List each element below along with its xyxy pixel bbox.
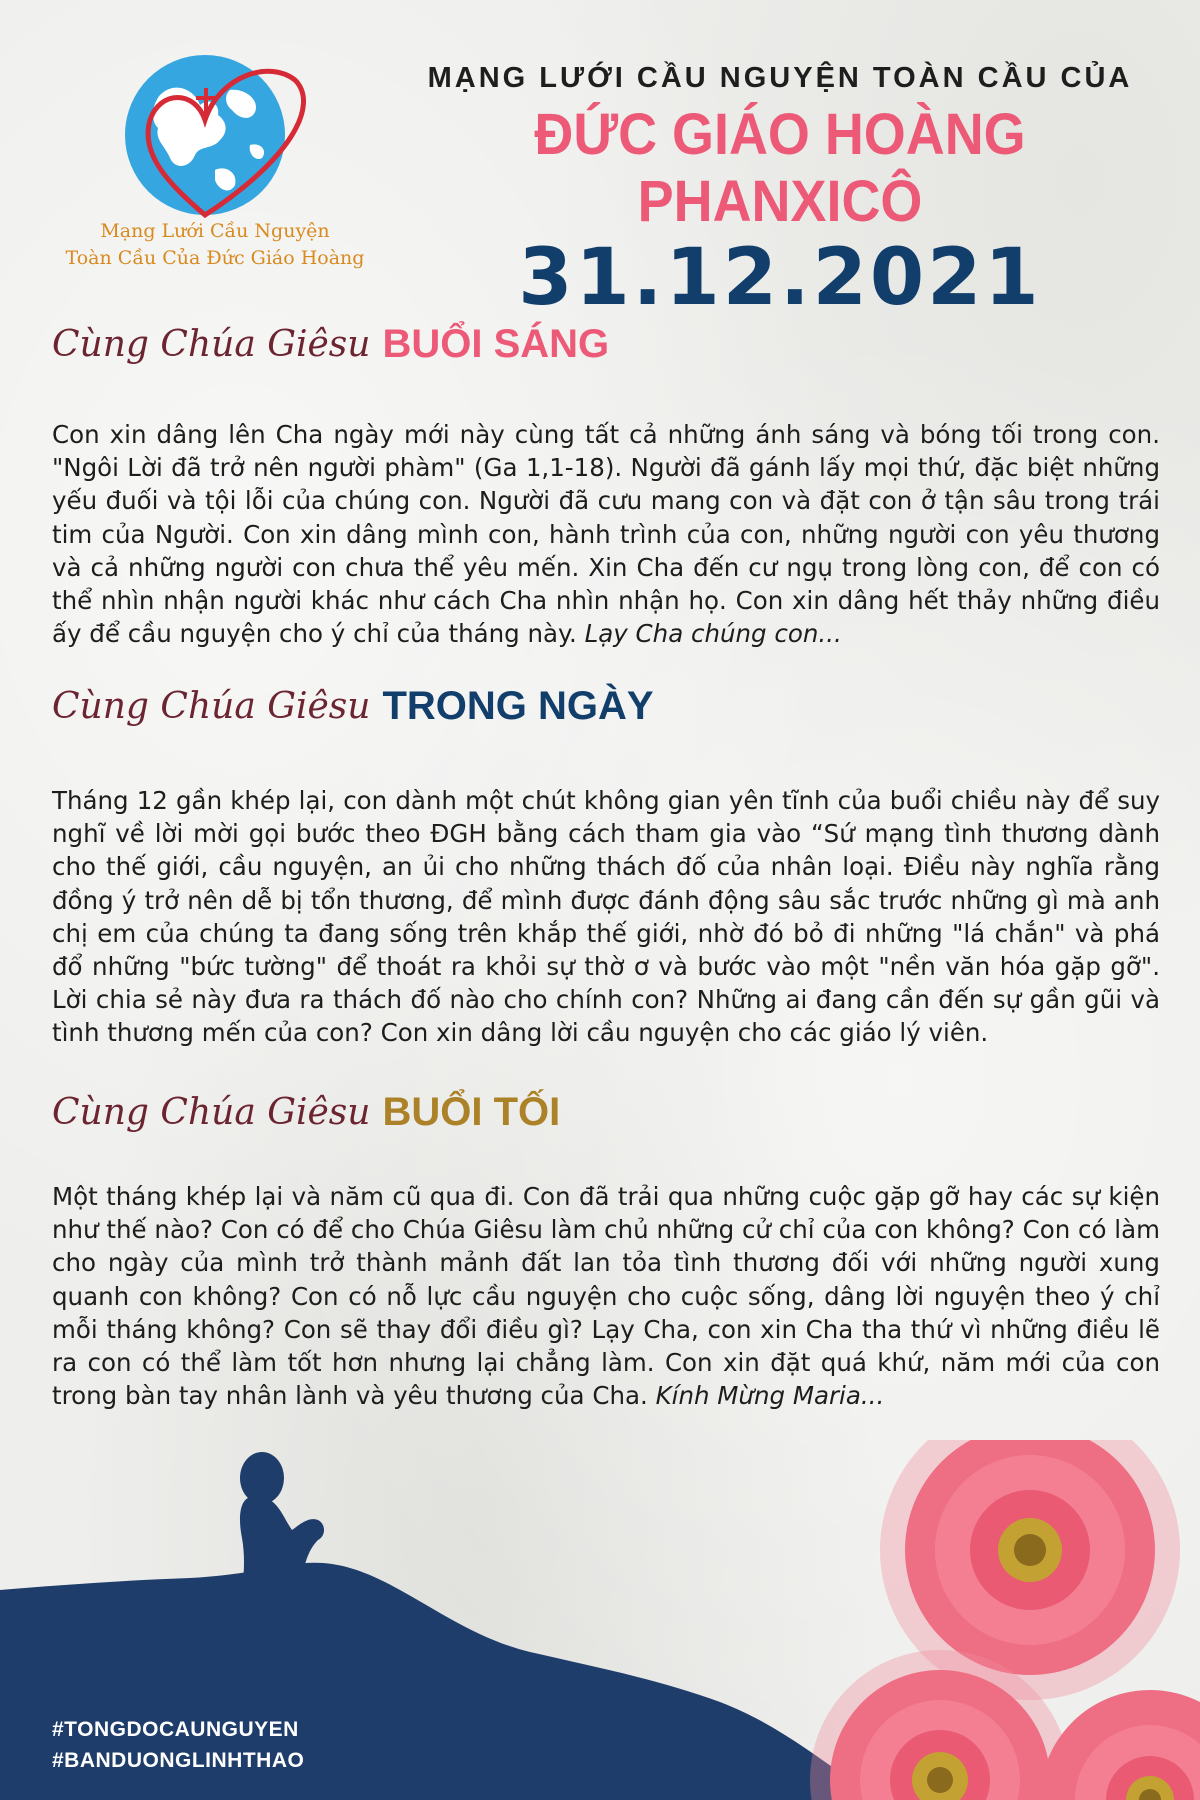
globe-heart-cross-icon <box>120 50 320 220</box>
header-date: 31.12.2021 <box>518 233 1042 323</box>
section-title-day <box>52 684 654 764</box>
paragraph-morning-text: Con xin dâng lên Cha ngày mới này cùng tất cả những ánh sáng và bóng tối trong con. "Ngôi Lời đã trở nên người phàm" (Ga 1,1-18). Người đã gánh lấy mọi thứ, đặc biệt những yếu đuối và tội lỗi của chúng con. Người đã cưu mang con và đặt con ở tận sâu trong trái tim của Người. Con xin dâng mình con, hành trình của con, những người con yêu thương và cả những người con chưa thể yêu mến. Xin Cha đến cư ngụ trong lòng con, để con có thể nhìn nhận người khác như cách Cha nhìn nhận họ. Con xin dâng hết thảy những điều ấy để cầu nguyện cho ý chỉ của tháng này. <box>52 420 1160 649</box>
logo-text-line2: Toàn Cầu Của Đức Giáo Hoàng <box>65 247 365 269</box>
paragraph-morning <box>52 418 1160 650</box>
section-script-day: Cùng Chúa Giêsu <box>52 686 371 727</box>
logo <box>55 50 375 280</box>
paragraph-day <box>52 784 1160 1050</box>
section-keyword-morning: BUỔI SÁNG <box>382 322 610 366</box>
paragraph-morning-closing: Lạy Cha chúng con... <box>584 619 842 649</box>
header-title: ĐỨC GIÁO HOÀNG PHANXICÔ <box>534 102 1026 234</box>
hashtag-2: #BANDUONGLINHTHAO <box>52 1749 305 1772</box>
paragraph-evening-closing: Kính Mừng Maria... <box>655 1381 885 1411</box>
pink-gerbera-flowers <box>810 1440 1200 1800</box>
section-keyword-evening: BUỔI TỐI <box>382 1090 561 1134</box>
hashtag-1: #TONGDOCAUNGUYEN <box>52 1718 299 1741</box>
paragraph-day-text: Tháng 12 gần khép lại, con dành một chút không gian yên tĩnh của buổi chiều này để suy nghĩ về lời mời gọi bước theo ĐGH bằng cách tham gia vào “Sứ mạng tình thương dành cho thế giới, cầu nguyện, an ủi cho những thách đố của nhân loại. Điều này nghĩa rằng đồng ý trở nên dễ bị tổn thương, để mình được đánh động sâu sắc trước những gì mà anh chị em của chúng ta đang sống trên khắp thế giới, nhờ đó bỏ đi những "lá chắn" và phá đổ những "bức tường" để thoát ra khỏi sự thờ ơ và bước vào một "nền văn hóa gặp gỡ". Lời chia sẻ này đưa ra thách đố nào cho chính con? Những ai đang cần đến sự gần gũi và tình thương mến của con? Con xin dâng lời cầu nguyện cho các giáo lý viên. <box>52 786 1160 1048</box>
section-script-evening: Cùng Chúa Giêsu <box>52 1092 371 1133</box>
paragraph-evening <box>52 1180 1160 1412</box>
header <box>400 62 1160 323</box>
section-script-morning: Cùng Chúa Giêsu <box>52 324 371 365</box>
header-subtitle: MẠNG LƯỚI CẦU NGUYỆN TOÀN CẦU CỦA <box>427 62 1133 94</box>
section-title-morning <box>52 322 609 402</box>
paragraph-evening-text: Một tháng khép lại và năm cũ qua đi. Con đã trải qua những cuộc gặp gỡ hay các sự kiện như thế nào? Con có để cho Chúa Giêsu làm chủ những cử chỉ của con không? Con có làm cho ngày của mình trở thành mảnh đất lan tỏa tình thương đối với những người xung quanh con không? Con có nỗ lực cầu nguyện cho cuộc sống, dâng lời nguyện theo ý chỉ mỗi tháng không? Con sẽ thay đổi điều gì? Lạy Cha, con xin Cha tha thứ vì những điều lẽ ra con có thể làm tốt hơn nhưng lại chẳng làm. Con xin đặt quá khứ, năm mới của con trong bàn tay nhân lành và yêu thương của Cha. <box>52 1182 1160 1411</box>
hashtags <box>52 1714 304 1776</box>
section-title-evening <box>52 1090 560 1170</box>
section-keyword-day: TRONG NGÀY <box>382 684 654 728</box>
logo-text-line1: Mạng Lưới Cầu Nguyện <box>100 220 330 242</box>
